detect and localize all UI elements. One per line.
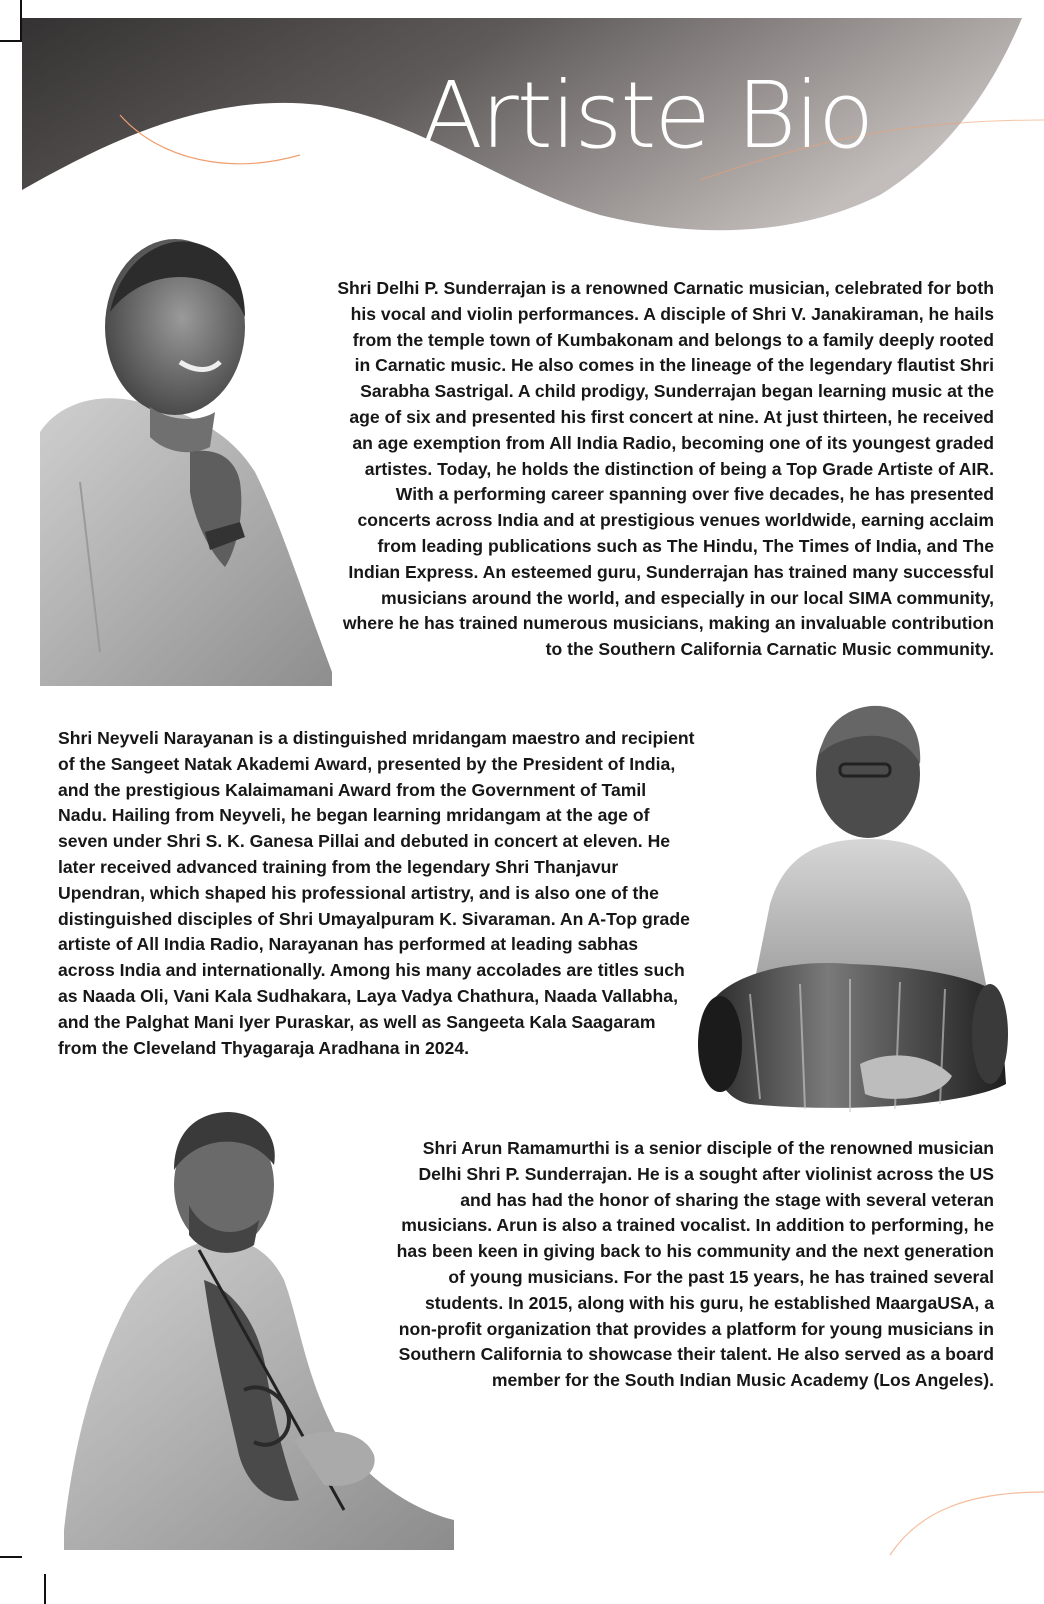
- mridangam-player-portrait-icon: [690, 704, 1012, 1116]
- bio-narayanan-text: Shri Neyveli Narayanan is a distinguished mridangam maestro and recipient of the Sangeet Natak Akademi Award, presented by the President of India, and the prestigious Kalaimamani Award from the Government of Tamil Nadu. Hailing from Neyveli, he began learning mridangam at the age of seven under Shri S. K. Ganesa Pillai and debuted in concert at eleven. He later received advanced training from the legendary Shri Thanjavur Upendran, which shaped his professional artistry, and is also one of the distinguished disciples of Shri Umayalpuram K. Sivaraman. An A-Top grade artiste of All India Radio, Narayanan has performed at leading sabhas across India and internationally. Among his many accolades are titles such as Naada Oli, Vani Kala Sudhakara, Laya Vadya Chathura, Naada Vallabha, and the Palghat Mani Iyer Puraskar, as well as Sangeeta Kala Saagaram from the Cleveland Thyagaraja Aradhana in 2024.: [58, 728, 695, 1058]
- decorative-orange-arc-bottom: [880, 1490, 1044, 1560]
- page-title: Artiste Bio: [420, 62, 873, 169]
- violinist-portrait-icon: [34, 1110, 454, 1550]
- crop-mark-bottom-left-horizontal: [0, 1556, 22, 1558]
- vocalist-portrait-icon: [40, 232, 332, 686]
- crop-mark-bottom-left-vertical: [44, 1574, 46, 1604]
- bio-ramamurthi-text: Shri Arun Ramamurthi is a senior disciple of the renowned musician Delhi Shri P. Sunderrajan. He is a sought after violinist across the US and has had the honor of sharing the stage with several veteran musicians. Arun is also a trained vocalist. In addition to performing, he has been keen in giving back to his community and the next generation of young musicians. For the past 15 years, he has trained several students. In 2015, along with his guru, he established MaargaUSA, a non-profit organization that provides a platform for young musicians in Southern California to showcase their talent. He also served as a board member for the South Indian Music Academy (Los Angeles).: [396, 1138, 994, 1391]
- bio-sunderrajan-text: Shri Delhi P. Sunderrajan is a renowned Carnatic musician, celebrated for both his vocal and violin performances. A disciple of Shri V. Janakiraman, he hails from the temple town of Kumbakonam and belongs to a family deeply rooted in Carnatic music. He also comes in the lineage of the legendary flautist Shri Sarabha Sastrigal. A child prodigy, Sunderrajan began learning music at the age of six and presented his first concert at nine. At just thirteen, he received an age exemption from All India Radio, becoming one of its youngest graded artistes. Today, he holds the distinction of being a Top Grade Artiste of AIR. With a performing career spanning over five decades, he has presented concerts across India and at prestigious venues worldwide, earning acclaim from leading publications such as The Hindu, The Times of India, and The Indian Express. An esteemed guru, Sunderrajan has trained many successful musicians around the world, and especially in our local SIMA community, where he has trained numerous musicians, making an invaluable contribution to the Southern California Carnatic Music community.: [337, 278, 994, 660]
